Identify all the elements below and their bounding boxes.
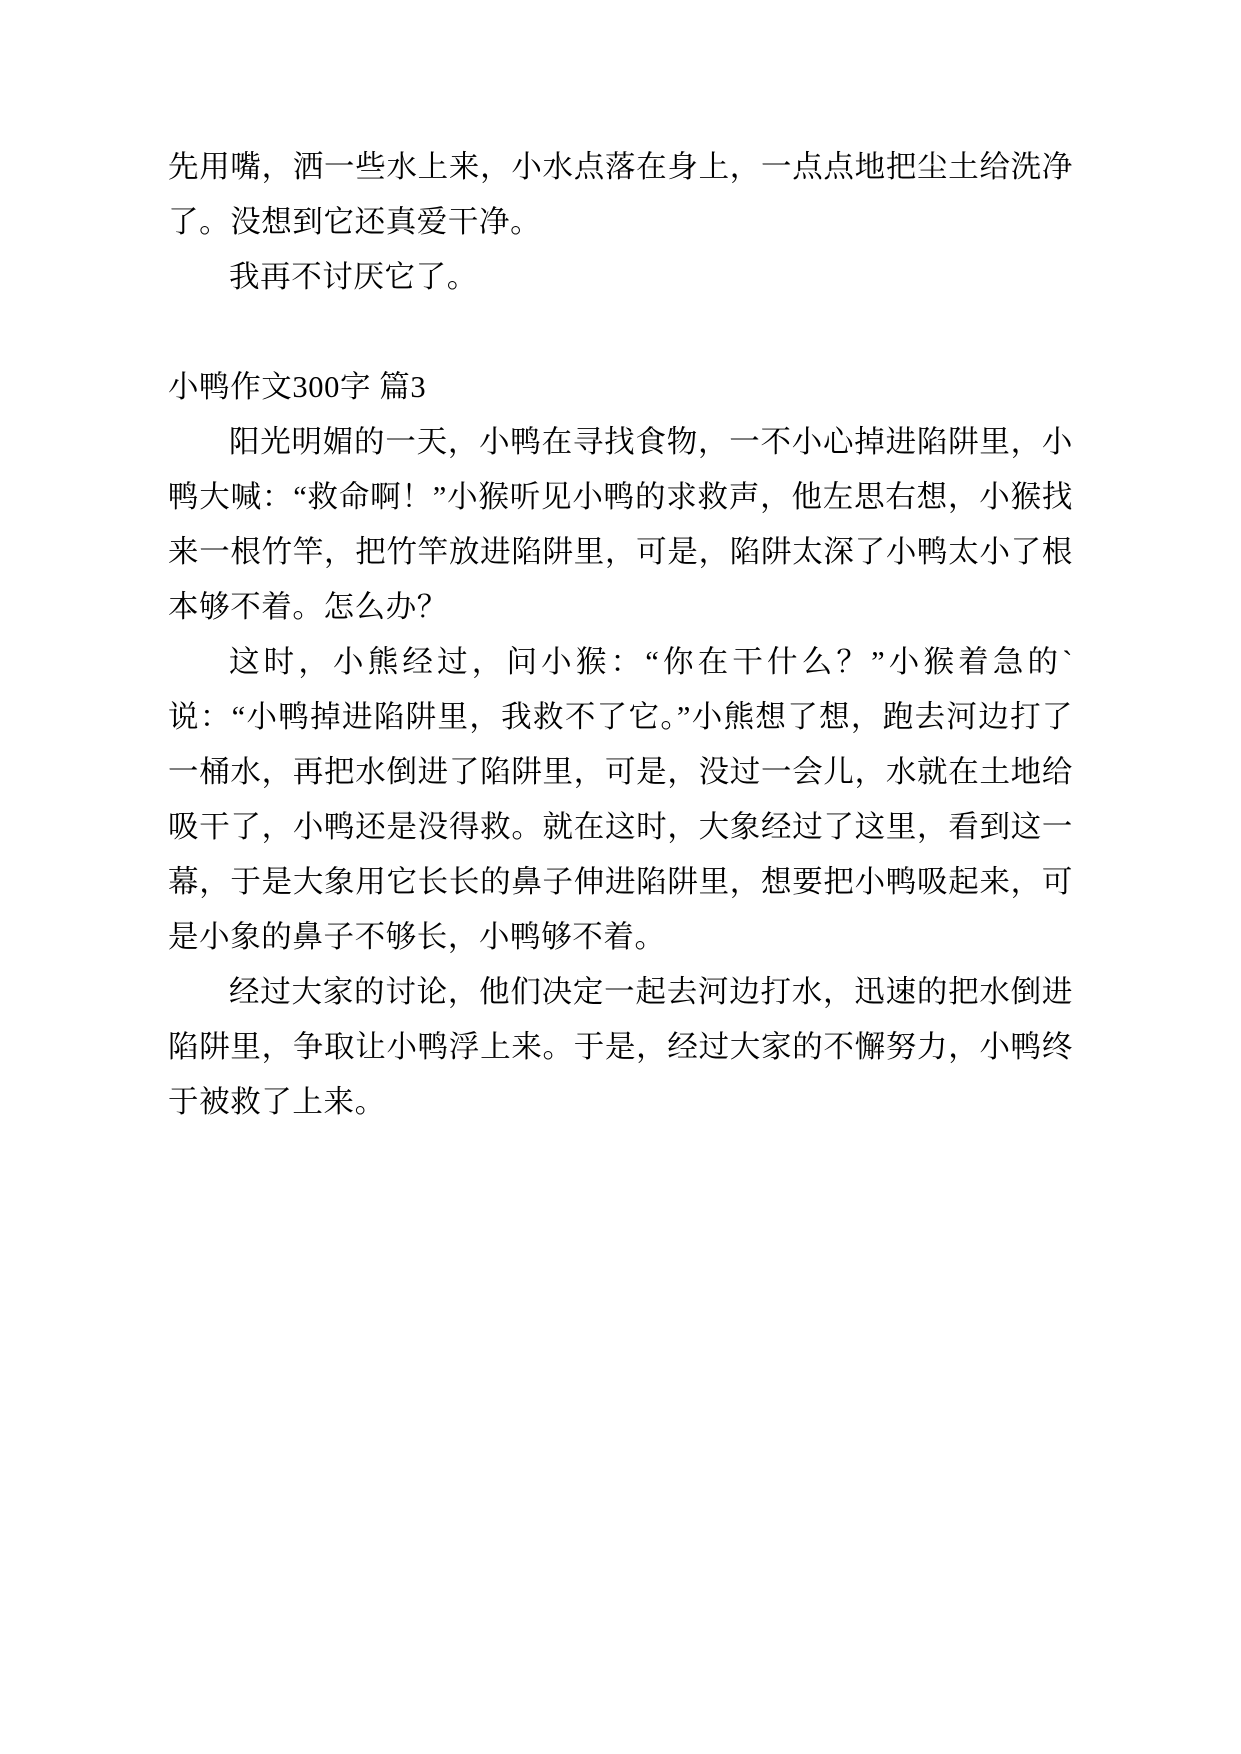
paragraph-no-dislike: 我再不讨厌它了。	[229, 260, 478, 294]
section-heading: 小鸭作文300字 篇3	[168, 370, 427, 404]
paragraph-spacer	[168, 305, 1073, 360]
paragraph-continuation: 先用嘴，洒一些水上来，小水点落在身上，一点点地把尘土给洗净了。没想到它还真爱干净。	[168, 150, 1073, 239]
document-body	[168, 140, 1073, 1130]
paragraph-sunny-day: 阳光明媚的一天，小鸭在寻找食物，一不小心掉进陷阱里，小鸭大喊：“救命啊！”小猴听见小鸭的求救声，他左思右想，小猴找来一根竹竿，把竹竿放进陷阱里，可是，陷阱太深了小鸭太小了根本够不着。怎么办？	[168, 425, 1073, 624]
paragraph-rescue: 经过大家的讨论，他们决定一起去河边打水，迅速的把水倒进陷阱里，争取让小鸭浮上来。于是，经过大家的不懈努力，小鸭终于被救了上来。	[168, 975, 1073, 1119]
paragraph-bear-arrives: 这时，小熊经过，问小猴：“你在干什么？”小猴着急的`说：“小鸭掉进陷阱里，我救不了它。”小熊想了想，跑去河边打了一桶水，再把水倒进了陷阱里，可是，没过一会儿，水就在土地给吸干了，小鸭还是没得救。就在这时，大象经过了这里，看到这一幕，于是大象用它长长的鼻子伸进陷阱里，想要把小鸭吸起来，可是小象的鼻子不够长，小鸭够不着。	[168, 645, 1073, 954]
